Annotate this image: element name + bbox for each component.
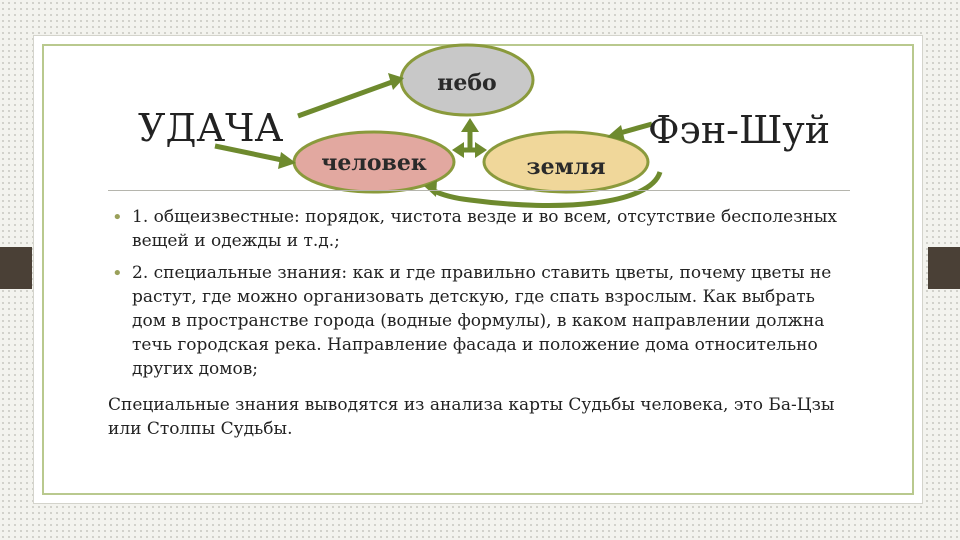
- bullet-text: 2. специальные знания: как и где правильно ставить цветы, почему цветы не растут, где можно организовать детскую, где спать взрослым. Как выбрать дом в пространстве города (водные формулы), в каком направлении должна течь городская река. Направление фасада и положение дома относительно других домов;: [132, 263, 832, 379]
- fengshui-to-earth-arrow: [607, 124, 652, 141]
- human-label: человек: [321, 150, 427, 176]
- luck-to-sky-arrow: [298, 73, 404, 116]
- luck-heading: УДАЧА: [138, 106, 284, 150]
- bullet-item: [112, 205, 852, 253]
- bullet-item: [112, 261, 852, 381]
- sky-label: небо: [437, 70, 497, 96]
- bullet-icon: •: [112, 207, 123, 228]
- bullet-text: 1. общеизвестные: порядок, чистота везде и во всем, отсутствие бесполезных вещей и одежды и т.д.;: [132, 207, 837, 251]
- divider: [108, 190, 850, 191]
- bullet-icon: •: [112, 263, 123, 284]
- summary-paragraph: Специальные знания выводятся из анализа карты Судьбы человека, это Ба-Цзы или Столпы Судьбы.: [108, 395, 835, 439]
- center-arrows: [452, 118, 487, 158]
- bullet-list: [112, 205, 852, 389]
- earth-label: земля: [526, 154, 606, 180]
- fengshui-heading: Фэн-Шуй: [648, 108, 831, 152]
